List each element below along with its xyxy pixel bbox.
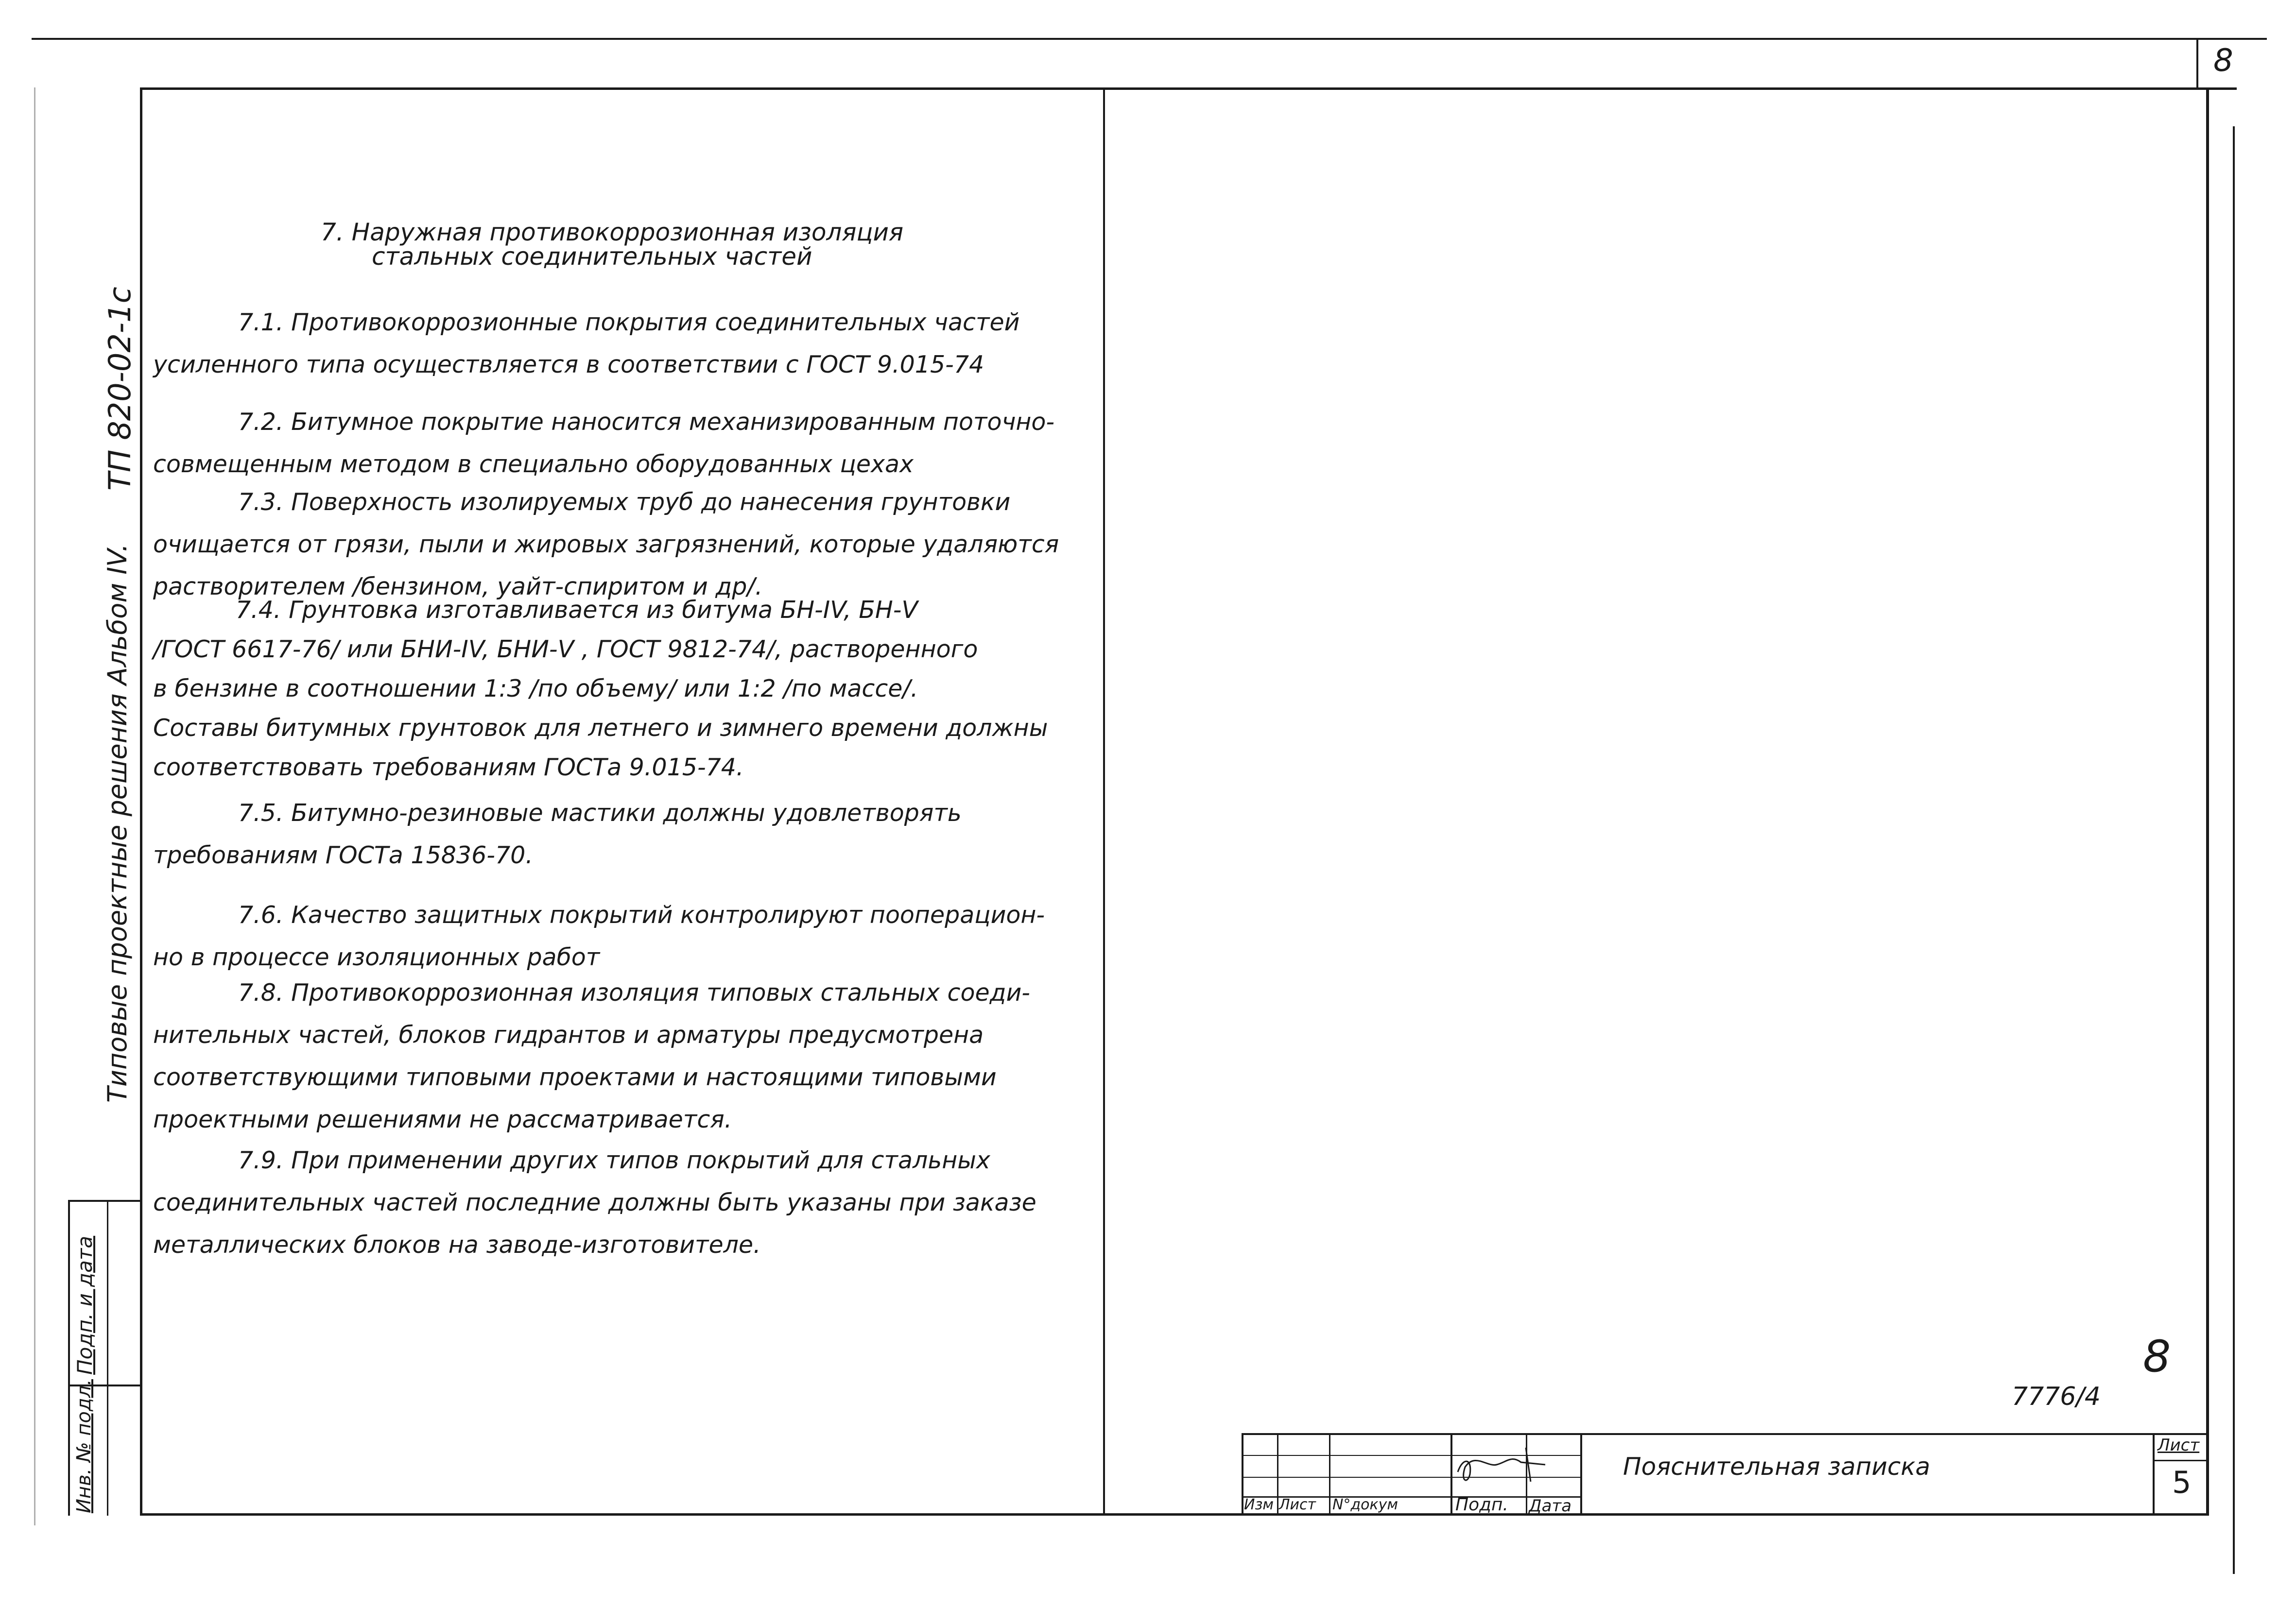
text-line: 7.1. Противокоррозионные покрытия соединительных частей xyxy=(238,308,1020,336)
text-line: 7.3. Поверхность изолируемых труб до нанесения грунтовки xyxy=(238,488,1011,516)
margin-box-left xyxy=(68,1200,70,1516)
section-title-line1: 7. Наружная противокоррозионная изоляция xyxy=(321,218,904,246)
text-line: металлических блоков на заводе-изготовителе. xyxy=(153,1231,761,1259)
sheet-value: 5 xyxy=(2172,1465,2192,1500)
sign-date-label: Подп. и дата xyxy=(73,1235,97,1375)
top-border xyxy=(32,38,2267,40)
header-sheet: Лист xyxy=(1279,1496,1316,1513)
tb-sheet-divider xyxy=(2153,1460,2209,1461)
right-frame xyxy=(2206,87,2209,1516)
paragraph-7-1 xyxy=(153,301,1101,386)
document-code: ТП 820-02-1с xyxy=(102,287,138,491)
text-line: Составы битумных грунтовок для летнего и зимнего времени должны xyxy=(153,714,1048,742)
document-title: Пояснительная записка xyxy=(1623,1453,1931,1481)
paragraph-7-6 xyxy=(153,894,1101,978)
text-line: 7.8. Противокоррозионная изоляция типовых стальных соеди- xyxy=(238,979,1030,1007)
paragraph-7-5 xyxy=(153,792,1101,876)
right-outer-line xyxy=(2233,126,2235,1574)
text-line: растворителем /бензином, уайт-спиритом и др/. xyxy=(153,573,763,600)
page-number-box-left xyxy=(2196,38,2198,89)
text-line: в бензине в соотношении 1:3 /по объему/ или 1:2 /по массе/. xyxy=(153,675,918,702)
left-edge-tick xyxy=(34,87,35,1525)
center-divider xyxy=(1103,87,1105,1516)
text-line: 7.6. Качество защитных покрытий контролируют пооперацион- xyxy=(238,901,1045,929)
text-line: усиленного типа осуществляется в соответствии с ГОСТ 9.015-74 xyxy=(153,351,984,378)
signature xyxy=(1453,1438,1550,1491)
text-line: /ГОСТ 6617-76/ или БНИ-IV, БНИ-V , ГОСТ 9812-74/, растворенного xyxy=(153,635,978,663)
section-title-line2: стальных соединительных частей xyxy=(372,242,812,271)
paragraph-7-2 xyxy=(153,401,1101,485)
tb-top xyxy=(1242,1433,2209,1435)
text-line: требованиям ГОСТа 15836-70. xyxy=(153,841,533,869)
text-line: соответствовать требованиям ГОСТа 9.015-74. xyxy=(153,753,744,781)
header-signature: Подп. xyxy=(1455,1495,1508,1515)
frame-top xyxy=(140,87,2237,90)
header-change: Изм xyxy=(1244,1496,1274,1513)
margin-box-top xyxy=(68,1200,141,1202)
paragraph-7-4 xyxy=(153,590,1101,787)
text-line: соединительных частей последние должны быть указаны при заказе xyxy=(153,1189,1036,1216)
tb-col5 xyxy=(1580,1433,1582,1516)
text-line: соответствующими типовыми проектами и настоящими типовыми xyxy=(153,1063,997,1091)
text-line: нительных частей, блоков гидрантов и арматуры предусмотрена xyxy=(153,1021,984,1049)
text-line: 7.9. При применении других типов покрытий для стальных xyxy=(238,1146,990,1174)
tb-col3 xyxy=(1450,1433,1452,1516)
paragraph-7-8 xyxy=(153,972,1101,1141)
text-line: 7.5. Битумно-резиновые мастики должны удовлетворять xyxy=(238,799,962,827)
sheet-label: Лист xyxy=(2158,1436,2200,1455)
series-text: Типовые проектные решения Альбом IV. xyxy=(102,543,133,1103)
paragraph-7-9 xyxy=(153,1139,1101,1266)
header-doc-number: N°докум xyxy=(1332,1496,1398,1513)
text-line: проектными решениями не рассматривается. xyxy=(153,1106,732,1133)
archive-number: 7776/4 xyxy=(2012,1382,2101,1411)
header-date: Дата xyxy=(1529,1496,1572,1516)
text-line: совмещенным методом в специально оборудованных цехах xyxy=(153,450,914,478)
text-line: 7.2. Битумное покрытие наносится механизированным поточно- xyxy=(238,408,1055,436)
frame-bottom xyxy=(140,1513,2209,1516)
text-line: очищается от грязи, пыли и жировых загрязнений, которые удаляются xyxy=(153,530,1059,558)
tb-col6 xyxy=(2153,1433,2155,1516)
text-line: 7.4. Грунтовка изготавливается из битума БН-IV, БН-V xyxy=(236,596,918,624)
margin-box-col xyxy=(107,1200,108,1516)
inventory-label: Инв. № подл. xyxy=(73,1379,95,1513)
text-line: но в процессе изоляционных работ xyxy=(153,943,600,971)
tb-col2 xyxy=(1329,1433,1330,1516)
tb-left xyxy=(1242,1433,1243,1516)
paragraph-7-3 xyxy=(153,481,1101,608)
tb-col1 xyxy=(1277,1433,1278,1516)
page-number: 8 xyxy=(2213,43,2233,79)
handwritten-sheet-number: 8 xyxy=(2143,1331,2171,1382)
left-frame xyxy=(140,87,142,1516)
